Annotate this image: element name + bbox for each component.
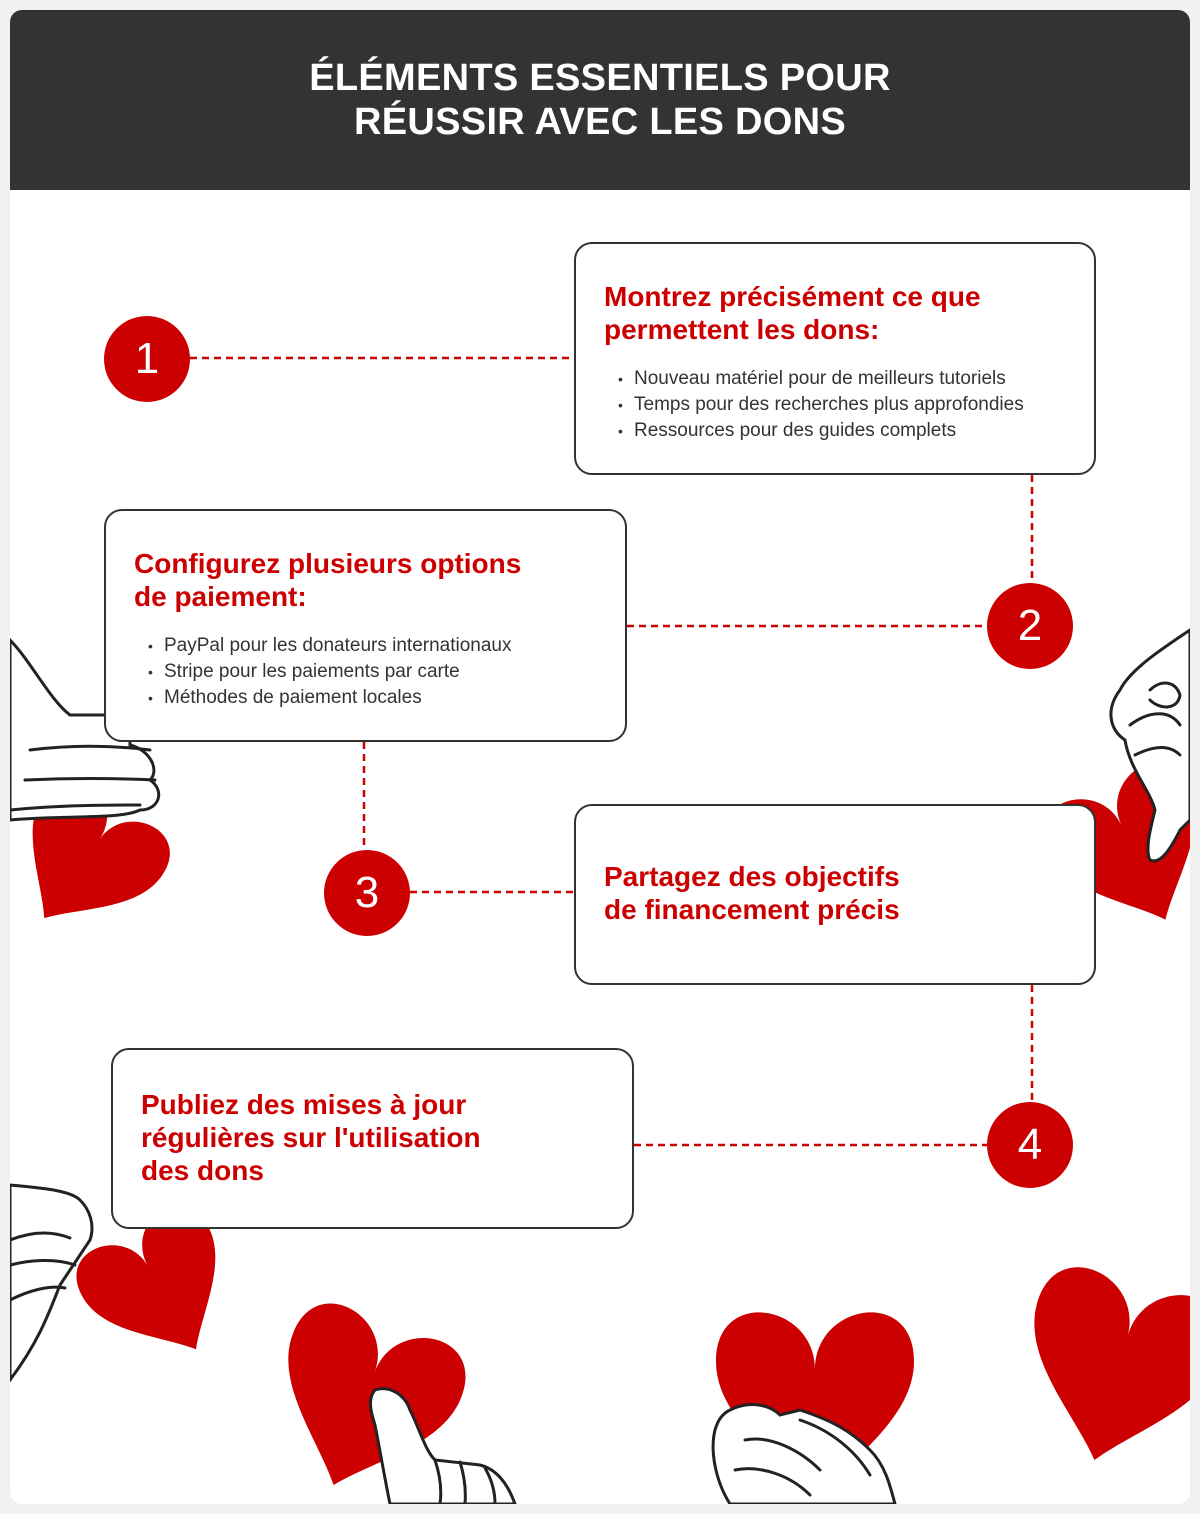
infographic	[10, 10, 1190, 1504]
step-title-2-line-1: Configurez plusieurs options	[134, 548, 522, 579]
step-title-1	[604, 280, 1066, 346]
step-list-2	[134, 633, 597, 711]
step-title-1-line-1: Montrez précisément ce que	[604, 281, 981, 312]
page-title-line-1: ÉLÉMENTS ESSENTIELS POUR	[309, 57, 891, 99]
step-card-2	[104, 509, 627, 742]
step-number-1: 1	[104, 316, 190, 402]
step-card-4	[111, 1048, 634, 1229]
step-card-1	[574, 242, 1096, 475]
connector-lines	[10, 10, 1190, 1504]
list-item: • Temps pour des recherches plus approfondies	[618, 392, 1066, 418]
step-title-3-line-2: de financement précis	[604, 894, 900, 925]
step-title-4-line-1: Publiez des mises à jour	[141, 1089, 467, 1120]
list-item: • Stripe pour les paiements par carte	[148, 659, 597, 685]
list-item: • Ressources pour des guides complets	[618, 418, 1066, 444]
step-title-2-line-2: de paiement:	[134, 581, 307, 612]
step-title-1-line-2: permettent les dons:	[604, 314, 880, 345]
step-title-3-line-1: Partagez des objectifs	[604, 861, 900, 892]
step-title-4-line-3: des dons	[141, 1155, 264, 1186]
step-title-3	[604, 860, 1066, 926]
step-title-4-line-2: régulières sur l'utilisation	[141, 1122, 481, 1153]
step-title-2	[134, 547, 597, 613]
step-card-3	[574, 804, 1096, 985]
page-title-line-2: RÉUSSIR AVEC LES DONS	[354, 101, 846, 143]
step-number-3: 3	[324, 850, 410, 936]
list-item: • PayPal pour les donateurs internationaux	[148, 633, 597, 659]
step-number-4: 4	[987, 1102, 1073, 1188]
step-list-1	[604, 366, 1066, 444]
step-title-4	[141, 1088, 604, 1187]
step-number-2: 2	[987, 583, 1073, 669]
list-item: • Nouveau matériel pour de meilleurs tutoriels	[618, 366, 1066, 392]
list-item: • Méthodes de paiement locales	[148, 685, 597, 711]
